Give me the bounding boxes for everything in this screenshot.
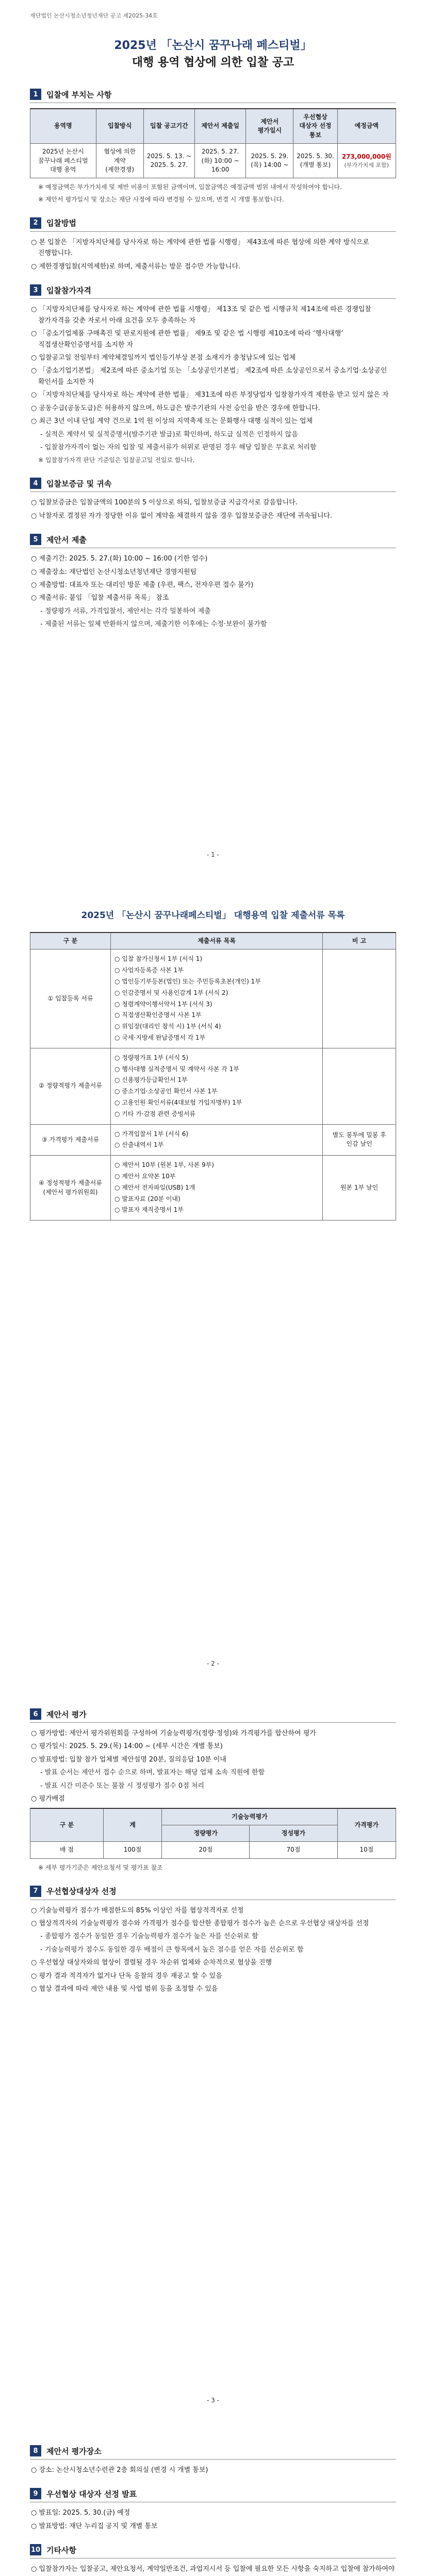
section-9-list (30, 2507, 396, 2532)
document-item: ○ 정량평가표 1부 (서식 5) (114, 1054, 189, 1061)
section-5-item: ○ 제출장소: 재단법인 논산시청소년청년재단 경영지원팀 (31, 568, 197, 576)
section-3-item: - 입찰참가자격이 없는 자의 입찰 및 제출서류가 허위로 판명된 경우 해당 입찰은 무효로 처리함 (40, 444, 317, 452)
section-3-item: ○ 입찰공고일 전일부터 계약체결일까지 법인등기부상 본점 소재지가 충청남도에 있는 업체 (31, 354, 296, 362)
page-number: - 2 - (207, 1660, 219, 1667)
section-heading (30, 2488, 396, 2502)
section-heading (30, 2445, 396, 2460)
table-row (30, 1048, 396, 1124)
section-1 (30, 89, 396, 205)
page-number: - 1 - (207, 851, 219, 858)
section-2-list (30, 237, 396, 272)
section-title: 제안서 제출 (46, 535, 87, 545)
table-header-cell: 정성평가 (250, 1825, 337, 1842)
table-header-cell: 기술능력평가 (162, 1808, 337, 1825)
table-header-cell: 우선협상 대상자 선정 통보 (293, 109, 337, 144)
document-item: ○ 발표자료 (20분 이내) (114, 1195, 181, 1202)
table-cell: 2025년 논산시 꿈꾸나래 페스티벌 대행 용역 (30, 144, 96, 178)
document-item: ○ 법인등기부등본(법인) 또는 주민등록초본(개인) 1부 (114, 977, 261, 985)
section-2 (30, 217, 396, 272)
table-header-cell: 계 (103, 1808, 161, 1842)
document-item: ○ 직접생산확인증명서 사본 1부 (114, 1011, 202, 1019)
section-3-item: ○ 최근 3년 이내 단일 계약 건으로 1억 원 이상의 지역축제 또는 문화행사 대행 실적이 있는 업체 (31, 417, 313, 426)
section-7-list (30, 1905, 396, 1995)
section-number: 9 (30, 2488, 41, 2499)
section-3-item: ※ 입찰참가자격 판단 기준일은 입찰공고일 전일로 합니다. (38, 456, 195, 464)
section-9-item: ○ 발표방법: 재단 누리집 공지 및 개별 통보 (31, 2522, 158, 2530)
table-header-cell: 제안서 제출일 (195, 109, 246, 144)
section-title: 우선협상 대상자 선정 발표 (46, 2489, 137, 2499)
section-6-notes (30, 1863, 396, 1873)
estimated-price-note: (부가가치세 포함) (344, 161, 389, 168)
section-title: 우선협상대상자 선정 (46, 1887, 117, 1896)
section-number: 1 (30, 89, 41, 100)
estimated-price-cell (337, 144, 396, 178)
table-cell: 70점 (250, 1842, 337, 1858)
section-number: 2 (30, 217, 41, 229)
section-title: 제안서 평가장소 (46, 2446, 102, 2456)
section-heading (30, 534, 396, 548)
section-heading (30, 89, 396, 103)
attachment-title: 2025년 「논산시 꿈꾸나래페스티벌」 대행용역 입찰 제출서류 목록 (81, 910, 345, 921)
section-number: 7 (30, 1886, 41, 1897)
document-category: ④ 정성적평가 제출서류 (제안서 평가위원회) (30, 1156, 111, 1221)
section-number: 10 (30, 2544, 41, 2555)
section-title: 입찰참가자격 (46, 285, 91, 295)
section-5-item: - 정량평가 서류, 가격입찰서, 제안서는 각각 밀봉하여 제출 (40, 607, 211, 615)
table-cell: 2025. 5. 29.(목) 14:00 ~ (246, 144, 293, 178)
document-item: ○ 신용평가등급확인서 1부 (114, 1076, 188, 1084)
table-cell: 배 점 (30, 1842, 104, 1858)
document-remark (323, 950, 396, 1048)
section-3-list (30, 304, 396, 465)
document-item: ○ 제안서 10부 (원본 1부, 사본 9부) (114, 1161, 214, 1169)
section-4-list (30, 497, 396, 521)
section-7-item: - 종합평가 점수가 동일한 경우 기술능력평가 점수가 높은 자를 선순위로 함 (40, 1933, 258, 1941)
table-header-cell: 입찰방식 (96, 109, 143, 144)
table-header-row (30, 1808, 396, 1825)
section-3-item: ○ 「중소기업기본법」 제2조에 따른 중소기업 또는 「소상공인기본법」 제2조에 따른 소상공인으로서 중소기업·소상공인 확인서를 소지한 자 (31, 367, 387, 386)
section-1-note: ※ 예정금액은 부가가치세 및 제반 비용이 포함된 금액이며, 입찰금액은 예정금액 범위 내에서 작성하여야 합니다. (38, 183, 342, 191)
section-7-item: ○ 협상적격자의 기술능력평가 점수와 가격평가 점수를 합산한 종합평가 점수가 높은 순으로 우선협상 대상자를 선정 (31, 1920, 369, 1928)
section-8-item: ○ 장소: 논산시청소년수련관 2층 회의실 (변경 시 개별 통보) (31, 2466, 208, 2474)
section-3-item: ○ 공동수급(공동도급)은 허용하지 않으며, 하도급은 발주기관의 사전 승인을 받은 경우에 한합니다. (31, 404, 320, 412)
section-6-note: ※ 세부 평가기준은 제안요청서 및 평가표 참조 (38, 1863, 163, 1871)
section-7-item: ○ 기술능력평가 점수가 배점한도의 85% 이상인 자를 협상적격자로 선정 (31, 1906, 244, 1914)
document-item: ○ 국세·지방세 완납증명서 각 1부 (114, 1033, 206, 1041)
section-7-item: - 기술능력평가 점수도 동일한 경우 배점이 큰 항목에서 높은 점수를 얻은 자를 선순위로 함 (40, 1945, 304, 1954)
section-3 (30, 284, 396, 465)
table-row (30, 1124, 396, 1156)
table-header-cell: 예정금액 (337, 109, 396, 144)
document-item: ○ 행사대행 실적증명서 및 계약서 사본 각 1부 (114, 1065, 239, 1073)
section-number: 8 (30, 2445, 41, 2456)
document-item: ○ 제안서 요약본 10부 (114, 1172, 176, 1180)
page-4 (0, 2421, 426, 2576)
page-3 (0, 1685, 426, 2421)
document-item: ○ 중소기업·소상공인 확인서 사본 1부 (114, 1088, 218, 1095)
section-1-notes (30, 182, 396, 205)
section-heading (30, 1886, 396, 1900)
table-header-row (30, 933, 396, 950)
section-10-list (30, 2564, 396, 2576)
document-category: ② 정량적평가 제출서류 (30, 1048, 111, 1124)
document-list (110, 1048, 322, 1124)
section-6-item: ○ 평가방법: 제안서 평가위원회를 구성하여 기술능력평가(정량·정성)와 가격평가를 합산하여 평가 (31, 1730, 316, 1737)
table-row (30, 950, 396, 1048)
table-header-cell: 용역명 (30, 109, 96, 144)
section-8-list (30, 2465, 396, 2476)
section-3-item: - 실적은 계약서 및 실적증명서(발주기관 발급)로 확인하며, 하도급 실적은 인정하지 않음 (40, 430, 298, 438)
section-title: 기타사항 (46, 2545, 76, 2555)
section-7-item: ○ 평가 결과 적격자가 없거나 단독 응찰의 경우 재공고 할 수 있음 (31, 1972, 222, 1980)
section-7 (30, 1886, 396, 1995)
section-6-item: ○ 발표방법: 입찰 참가 업체별 제안설명 20분, 질의응답 10분 이내 (31, 1755, 226, 1764)
table-header-cell: 구 분 (30, 933, 111, 950)
section-5-list (30, 553, 396, 630)
section-4-item: ○ 입찰보증금은 입찰금액의 100분의 5 이상으로 하되, 입찰보증금 지급각서로 갈음합니다. (31, 499, 298, 507)
section-10 (30, 2544, 396, 2576)
evaluation-score-table (30, 1808, 396, 1859)
section-3-item: ○ 「지방자치단체를 당사자로 하는 계약에 관한 법률 시행령」 제13조 및 같은 법 시행규칙 제14조에 따른 경쟁입찰 참가자격을 갖춘 자로서 아래 요건을 모두 충족하는 자 (31, 306, 371, 325)
section-title: 입찰보증금 및 귀속 (46, 479, 112, 488)
document-remark (323, 1048, 396, 1124)
section-5-item: ○ 제출기간: 2025. 5. 27.(화) 10:00 ~ 16:00 (기한 엄수) (31, 555, 208, 563)
table-cell: 2025. 5. 30. (개별 통보) (293, 144, 337, 178)
page-2 (0, 876, 426, 1685)
title-line-2: 대행 용역 협상에 의한 입찰 공고 (132, 56, 294, 69)
section-1-note: ※ 제안서 평가일시 및 장소는 재단 사정에 따라 변경될 수 있으며, 변경 시 개별 통보합니다. (38, 196, 284, 204)
table-header-cell: 제안서 평가일시 (246, 109, 293, 144)
document-item: ○ 고용인원 확인서류(4대보험 가입자명부) 1부 (114, 1098, 242, 1106)
table-row (30, 144, 396, 178)
document-item: ○ 인감증명서 및 사용인감계 1부 (서식 2) (114, 989, 228, 996)
section-6 (30, 1708, 396, 1873)
section-2-item: ○ 본 입찰은 「지방자치단체를 당사자로 하는 계약에 관한 법률 시행령」 제43조에 따른 협상에 의한 계약 방식으로 진행합니다. (31, 238, 369, 258)
section-number: 3 (30, 284, 41, 296)
document-item: ○ 사업자등록증 사본 1부 (114, 967, 184, 974)
table-header-cell: 구 분 (30, 1808, 104, 1842)
table-header-row (30, 109, 396, 144)
section-7-item: ○ 협상 결과에 따라 제안 내용 및 사업 범위 등을 조정할 수 있음 (31, 1985, 218, 1993)
table-cell: 2025. 5. 27.(화) 10:00 ~ 16:00 (195, 144, 246, 178)
document-item: ○ 산출내역서 1부 (114, 1141, 164, 1149)
section-6-list (30, 1728, 396, 1805)
document-category: ① 입찰등록 서류 (30, 950, 111, 1048)
section-6-item: - 발표 시간 미준수 또는 불참 시 정성평가 점수 0점 처리 (40, 1782, 205, 1790)
document-category: ③ 가격평가 제출서류 (30, 1124, 111, 1156)
section-5-item: ○ 제출방법: 대표자 또는 대리인 방문 제출 (우편, 팩스, 전자우편 접수 불가) (31, 581, 254, 589)
section-9 (30, 2488, 396, 2532)
table-header-cell: 입찰 공고기간 (143, 109, 194, 144)
section-3-item: ○ 「지방자치단체를 당사자로 하는 계약에 관한 법률」 제31조에 따른 부정당업자 입찰참가자격 제한을 받고 있지 않은 자 (31, 391, 389, 399)
table-cell: 10점 (337, 1842, 396, 1858)
notice-number: 재단법인 논산시청소년청년재단 공고 제2025-34호 (30, 12, 158, 19)
section-heading (30, 2544, 396, 2558)
document-item: ○ 입찰 참가신청서 1부 (서식 1) (114, 955, 203, 963)
submission-documents-table (30, 932, 396, 1221)
document-item: ○ 제안서 전자파일(USB) 1개 (114, 1183, 195, 1191)
document-item: ○ 가격입찰서 1부 (서식 6) (114, 1130, 189, 1138)
document-item: ○ 기타 가·감점 관련 증빙서류 (114, 1110, 196, 1117)
bid-summary-table (30, 108, 396, 178)
table-cell: 100점 (103, 1842, 161, 1858)
table-cell: 20점 (162, 1842, 250, 1858)
page-1 (0, 0, 426, 876)
section-title: 입찰방법 (46, 218, 76, 228)
section-title: 입찰에 부치는 사항 (46, 90, 112, 99)
section-5-item: - 제출된 서류는 일체 반환하지 않으며, 제출기한 이후에는 수정·보완이 불가함 (40, 620, 267, 629)
section-heading (30, 478, 396, 492)
page-number: - 3 - (207, 2397, 219, 2404)
table-row (30, 1842, 396, 1858)
section-title: 제안서 평가 (46, 1709, 87, 1719)
section-6-item: - 발표 순서는 제안서 접수 순으로 하며, 발표자는 해당 업체 소속 직원에 한함 (40, 1769, 265, 1777)
table-row (30, 1156, 396, 1221)
title-line-1: 2025년 「논산시 꿈꾸나래 페스티벌」 (114, 39, 312, 52)
table-header-cell: 정량평가 (162, 1825, 250, 1842)
document-list (110, 950, 322, 1048)
section-4 (30, 478, 396, 521)
table-header-cell: 비 고 (323, 933, 396, 950)
section-number: 5 (30, 534, 41, 545)
document-list (110, 1156, 322, 1221)
document-item: ○ 위임장(대리인 참석 시) 1부 (서식 4) (114, 1023, 221, 1030)
section-5 (30, 534, 396, 630)
section-6-item: ○ 평가일시: 2025. 5. 29.(목) 14:00 ~ (세부 시간은 개별 통보) (31, 1742, 223, 1751)
table-header-cell: 제출서류 목록 (110, 933, 322, 950)
section-10-item: ○ 입찰참가자는 입찰공고, 제안요청서, 계약일반조건, 과업지시서 등 입찰에 필요한 모든 사항을 숙지하고 입찰에 참가하여야 (31, 2565, 395, 2573)
estimated-price: 273,000,000원 (341, 152, 391, 160)
table-header-cell: 가격평가 (337, 1808, 396, 1842)
section-2-item: ○ 제한경쟁입찰(지역제한)로 하며, 제출서류는 방문 접수만 가능합니다. (31, 262, 241, 270)
section-9-item: ○ 발표일: 2025. 5. 30.(금) 예정 (31, 2509, 130, 2517)
section-heading (30, 1708, 396, 1723)
section-3-item: ○ 「중소기업제품 구매촉진 및 판로지원에 관한 법률」 제9조 및 같은 법 시행령 제10조에 따라 ‘행사대행’ 직접생산확인증명서를 소지한 자 (31, 330, 343, 349)
document-title (30, 37, 396, 71)
table-cell: 협상에 의한 계약 (제한경쟁) (96, 144, 143, 178)
section-heading (30, 217, 396, 232)
section-heading (30, 284, 396, 299)
document-remark: 별도 봉투에 밀봉 후 인감 날인 (323, 1124, 396, 1156)
section-7-item: ○ 우선협상 대상자와의 협상이 결렬될 경우 차순위 업체와 순차적으로 협상을 진행 (31, 1959, 272, 1967)
document-item: ○ 청렴계약이행서약서 1부 (서식 3) (114, 1000, 212, 1008)
section-8 (30, 2445, 396, 2476)
document-remark: 원본 1부 날인 (323, 1156, 396, 1221)
document-list (110, 1124, 322, 1156)
section-6-item: ○ 평가배점 (31, 1795, 65, 1803)
section-4-item: ○ 낙찰자로 결정된 자가 정당한 이유 없이 계약을 체결하지 않을 경우 입찰보증금은 재단에 귀속됩니다. (31, 512, 333, 520)
document-item: ○ 발표자 재직증명서 1부 (114, 1206, 184, 1214)
section-number: 4 (30, 478, 41, 489)
table-cell: 2025. 5. 13. ~ 2025. 5. 27. (143, 144, 194, 178)
section-5-item: ○ 제출서류: 붙임 「입찰 제출서류 목록」 참조 (31, 594, 169, 602)
section-number: 6 (30, 1708, 41, 1720)
